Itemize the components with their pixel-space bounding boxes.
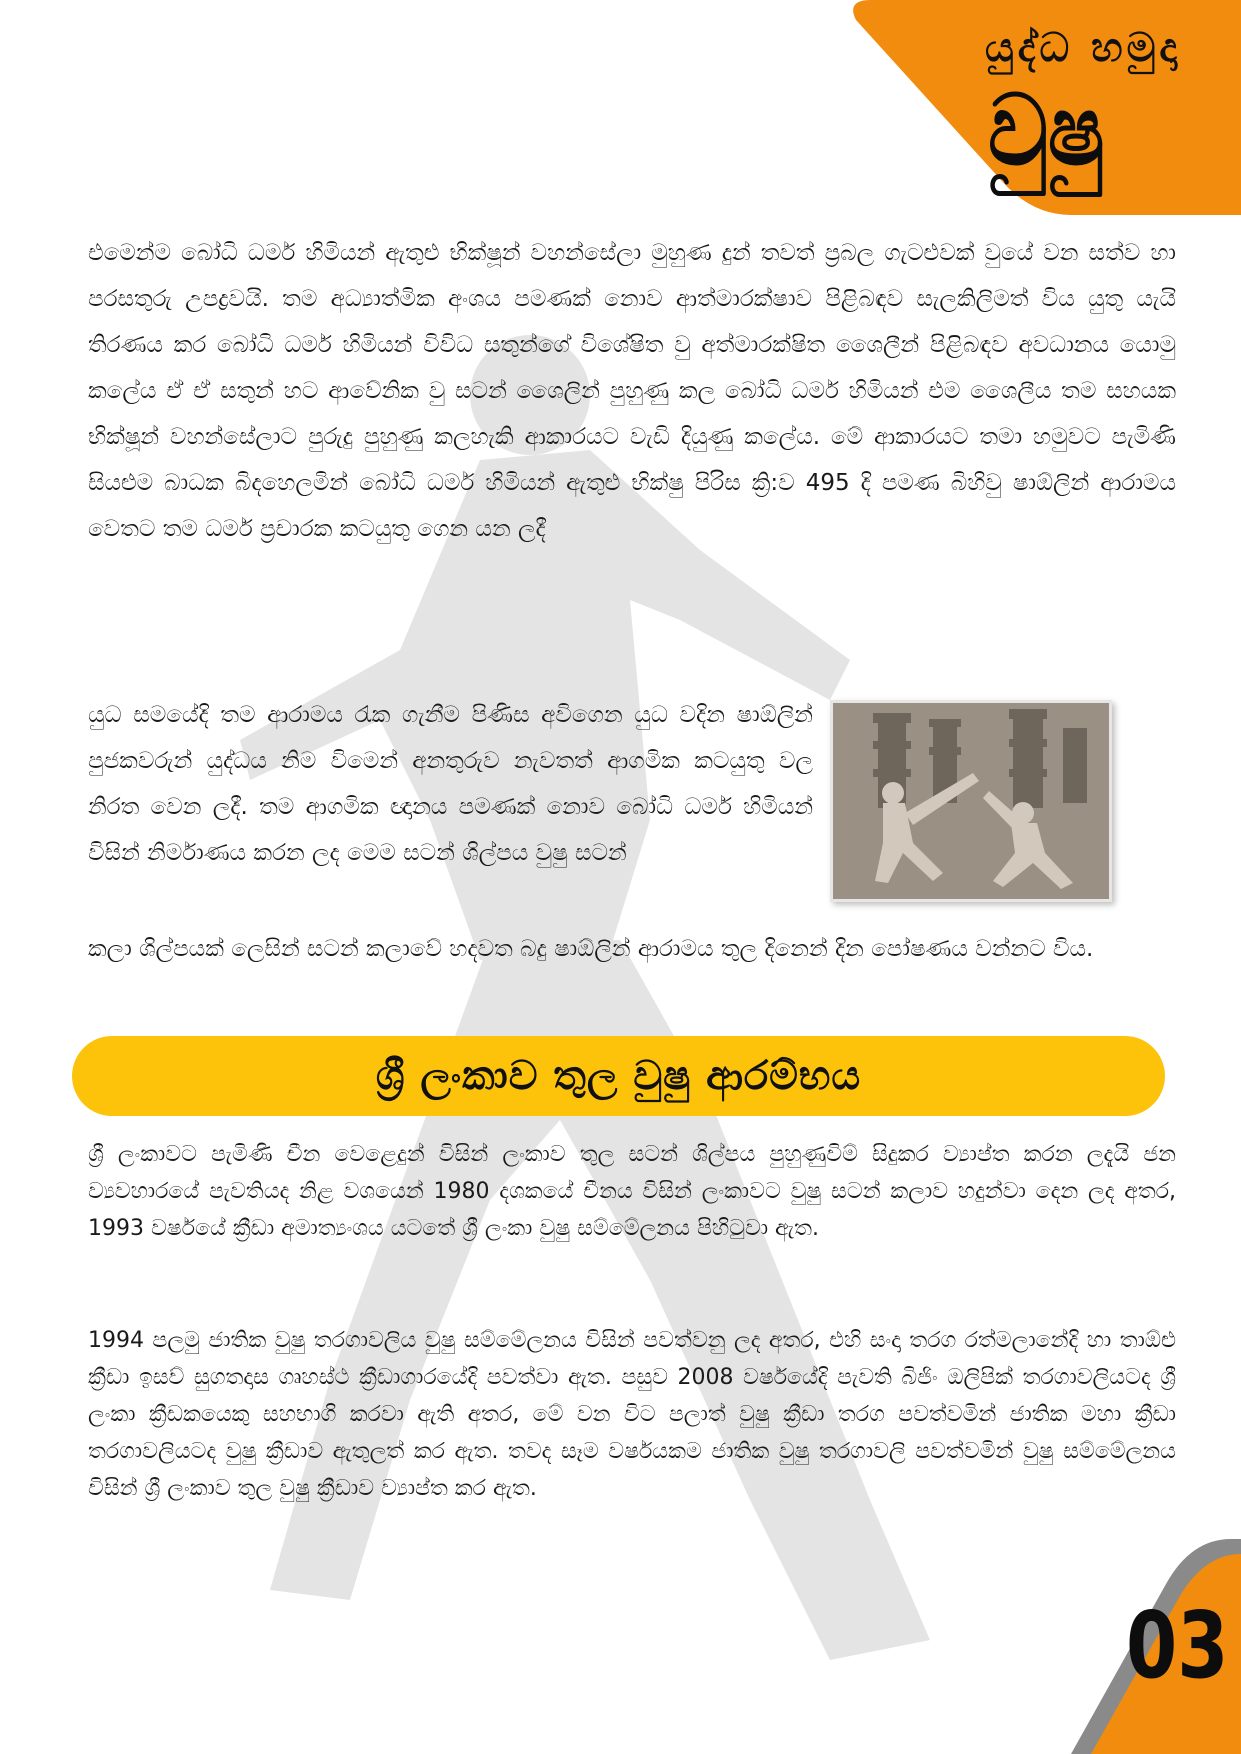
- body-paragraph-3: ශ්‍රී ලංකාවට පැමිණි චීන වෙළෙදුන් විසින් ලංකාව තුල සටන් ශිල්පය පුහුණුවිම් සිදුකර ව්‍යාප්ත කරන ලදැයි ජන ව්‍යවහාරයේ පැවතියද නිළ වශයෙන් 1980 දශකයේ චීනය විසින් ලංකාවට වුෂු සටන් කලාව හදුන්වා දෙන ලද අතර, 1993 වර්ෂයේ ක්‍රීඩා අමාත්‍යංශය යටතේ ශ්‍රී ලංකා වුෂු සම්මේලනය පිහිටුවා ඇත.: [88, 1142, 1176, 1241]
- shaolin-relief-image: [830, 700, 1112, 902]
- section-title: ශ්‍රී ලංකාව තුල වුෂු ආරම්භය: [375, 1053, 862, 1099]
- body-paragraph-1: එමෙන්ම බෝධි ධර්ම හිමියන් ඇතුළු භික්ෂූන් වහන්සේලා මුහුණ දුන් තවත් ප්‍රබල ගැටළුවක් වුයේ වන සත්ව හා පරසතුරු උපද්‍රවයි. තම අධ්‍යාත්මික අංශය පමණක් නොව ආත්මාරක්ෂාව පිළිබඳව සැලකිලිමත් විය යුතු යැයි තිරණය කර බෝධි ධර්ම හිමියන් විවිධ සතුන්ගේ විශේෂිත වු අත්මාරක්ෂිත ශෛලීන් පිළිබඳව අවධානය යොමු කලේය ඒ ඒ සතුන් හට ආවේනික වු සටන් ශෛලින් පුහුණු කල බෝධි ධර්ම හිමියන් එම ශෛලීය තම සහයක භික්ෂූන් වහන්සේලාට පුරුදු පුහුණු කලහැකි ආකාරයට වැඩි දියුණු කලේය. මේ ආකාරයට තමා හමුවට පැමිණි සියළුම බාධක බිදහෙලමින් බෝධි ධර්ම හිමියන් ඇතුළු භික්ෂු පිරිස ක්‍රි:ව 495 දි පමණ බිහිවු ෂාඕලින් ආරාමය වෙතට තම ධර්ම ප්‍රචාරක කටයුතු ගෙන යන ලදී: [88, 240, 1176, 542]
- brand-title-small: යුද්ධ හමුදා: [985, 25, 1182, 71]
- page-number: 03: [1126, 1592, 1229, 1699]
- section-banner: [72, 1036, 1165, 1116]
- body-paragraph-4: 1994 පලමු ජාතික වුෂු තරගාවලිය වුෂු සම්මේලනය විසින් පවත්වනු ලද අතර, එහි සංදා තරග රත්මලානේදි හා තාඕළු ක්‍රීඩා ඉසව් සුගතදාස ගෘහස්ථ ක්‍රීඩාගාරයේදි පවත්වා ඇත. පසුව 2008 වර්ෂයේදි පැවති බිජිං ඔලිපික් තරගාවලියටද ශ්‍රී ලංකා ක්‍රීඩකයෙකු සහභාගි කරවා ඇති අතර, මේ වන විට පලාත් වුෂු ක්‍රීඩා තරග පවත්වමින් ජාතික මහා ක්‍රීඩා තරගාවලියටද වුෂු ක්‍රීඩාව ඇතුලත් කර ඇත. තවද සෑම වර්ෂයකම ජාතික වුෂු තරගාවලි පවත්වමින් වුෂු සම්මේලනය විසින් ශ්‍රී ලංකාව තුල වුෂු ක්‍රීඩාව ව්‍යාප්ත කර ඇත.: [88, 1328, 1176, 1501]
- body-paragraph-2: යුධ සමයේදි තම ආරාමය රැක ගැනීම පිණිස අවිගෙන යුධ වදින ෂාඕලින් පුජකවරුන් යුද්ධය නිම විමෙන් අනතුරුව නැවතත් ආගමික කටයුතු වල නිරත වෙන ලදී. තම ආගමික ඥානය පමණක් නොව බෝධි ධර්ම හිමියන් විසින් නිර්මාණය කරන ලද මෙම සටන් ශිල්පය වුෂු සටන්: [88, 702, 813, 866]
- relief-carving-illustration: [833, 703, 1109, 899]
- brand-title-large: වුෂු: [988, 74, 1105, 188]
- body-paragraph-2-continued: කලා ශිල්පයක් ලෙසින් සටන් කලාවේ හදවත බදු ෂාඕලින් ආරාමය තුල දිනෙන් දින පෝෂණය වන්නට විය.: [88, 936, 1094, 962]
